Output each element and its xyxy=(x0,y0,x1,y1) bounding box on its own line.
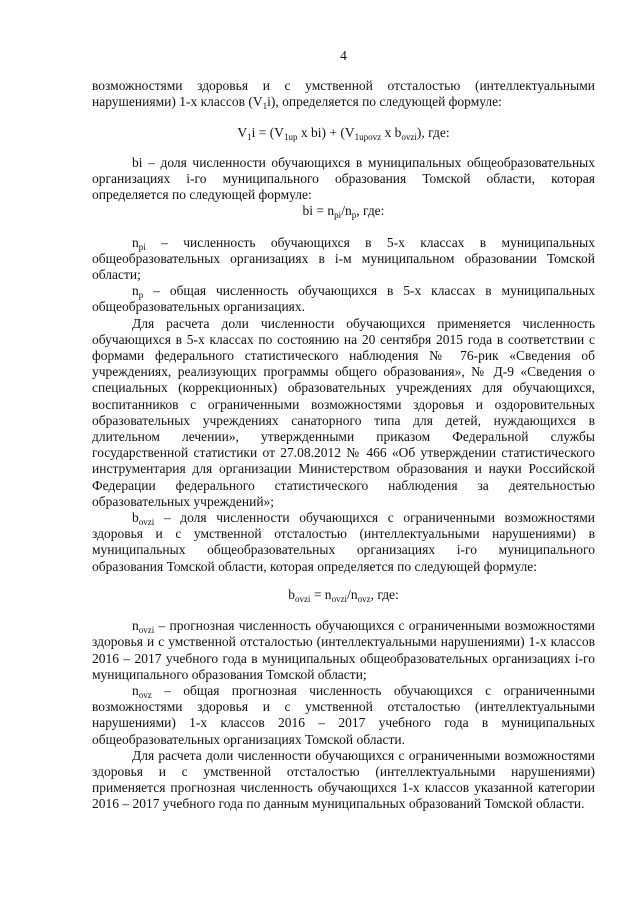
paragraph-intro: возможностями здоровья и с умственной отсталостью (интеллектуальными нарушениями) 1-х классов $(V_1i)$, определяется по следующей формуле: xyxy=(92,78,595,112)
paragraph-bovzi-definition: $b_{ovzi}$ – доля численности обучающихся с ограниченными возможностями здоровья и с умственной отсталостью (интеллектуальными нарушениями) в муниципальных общеобразовательных организациях i-го муниципального образования Томской области, которая определяется по следующей формуле: xyxy=(92,510,595,574)
paragraph-bi-definition: bi – доля численности обучающихся в муниципальных общеобразовательных организациях i-го муниципального образования Томской области, которая определяется по следующей формуле: xyxy=(92,154,595,203)
page-number: 4 xyxy=(340,48,347,63)
paragraph-calc-share: Для расчета доли численности обучающихся применяется численность обучающихся в 5-х классах по состоянию на 20 сентября 2015 года в соответствии с формами федерального статистического наблюдения № 76-рик «Сведения об учреждениях, реализующих программы общего образования», № Д-9 «Сведения о специальных (коррекционных) образовательных учреждениях для обучающихся, воспитанников с ограниченными возможностями здоровья и оздоровительных образовательных учреждениях санаторного типа для детей, нуждающихся в длительном лечении», утвержденными приказом Федеральной службы государственной статистики от 27.08.2012 № 466 «Об утверждении статистического инструментария для организации Министерством образования и науки Российской Федерации федерального статистического наблюдения за деятельностью образовательных учреждений»; xyxy=(92,315,595,509)
formula-v1i: $V_1i = (V_{1up}$ x $bi) + (V_{1upovz}$ x $b_{ovzi}$), где: xyxy=(237,124,450,142)
paragraph-novzi-definition: $n_{ovzi}$ – прогнозная численность обучающихся с ограниченными возможностями здоровья и с умственной отсталостью (интеллектуальными нарушениями) 1-х классов 2016 – 2017 учебного года в муниципальных общеобразовательных организациях i-го муниципального образования Томской области; xyxy=(92,618,595,682)
document-page xyxy=(92,48,595,813)
formula-bi: bi = $n_{pi}/n_p$, где: xyxy=(302,203,385,221)
paragraph-npi-definition: $n_{pi}$ – численность обучающихся в 5-х классах в муниципальных общеобразовательных организациях в i-м муниципальном образовании Томской области; xyxy=(92,234,595,283)
formula-bovzi: $b_{ovzi} = n_{ovzi}/n_{ovz}$, где: xyxy=(288,586,399,604)
paragraph-np-definition: $n_p$ – общая численность обучающихся в 5-х классах в муниципальных общеобразовательных организациях. xyxy=(92,283,595,315)
paragraph-novz-definition: $n_{ovz}$ – общая прогнозная численность обучающихся с ограниченными возможностями здоровья и с умственной отсталостью (интеллектуальными нарушениями) 1-х классов 2016 – 2017 учебного года в муниципальных общеобразовательных организациях Томской области. xyxy=(92,682,595,747)
paragraph-calc-ovz-share: Для расчета доли численности обучающихся с ограниченными возможностями здоровья и с умственной отсталостью (интеллектуальными нарушениями) применяется прогнозная численность обучающихся 1-х классов указанной категории 2016 – 2017 учебного года по данным муниципальных образований Томской области. xyxy=(92,747,595,812)
